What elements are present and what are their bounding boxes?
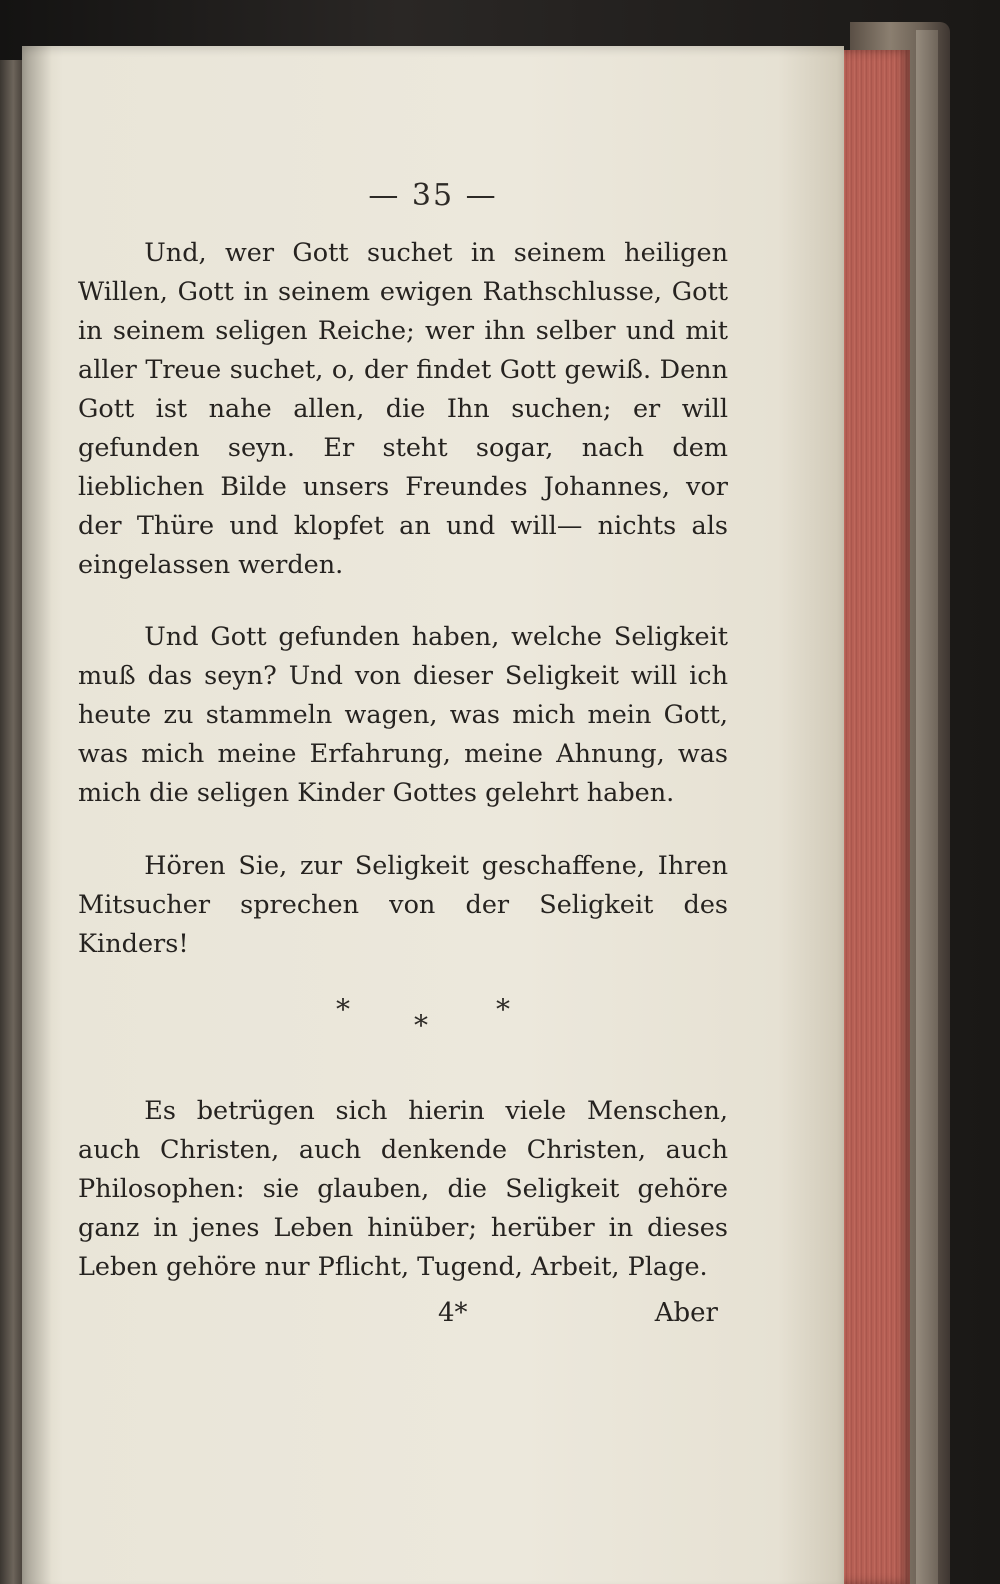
paragraph-4: Es betrügen sich hierin viele Menschen, auch Christen, auch denkende Christen, auch Philosophen: sie glauben, die Seligkeit gehöre ganz in jenes Leben hinüber; herüber in dieses Leben gehöre nur Pflicht, Tugend, Arbeit, Plage. [78,1096,728,1282]
left-page-edge [0,60,22,1584]
paragraph-2: Und Gott gefunden haben, welche Seligkeit muß das seyn? Und von dieser Seligkeit will ich heute zu stammeln wagen, was mich mein Gott, was mich meine Erfahrung, meine Ahnung, was mich die seligen Kinder Gottes gelehrt haben. [78,622,728,808]
asterisk-middle: * [414,1009,428,1042]
paragraph-1: Und, wer Gott suchet in seinem heiligen Willen, Gott in seinem ewigen Rathschlusse, Gott in seinem seligen Reiche; wer ihn selber und mit aller Treue suchet, o, der findet Gott gewiß. Denn Gott ist nahe allen, die Ihn suchen; er will gefunden seyn. Er steht sogar, nach dem lieblichen Bilde unsers Freundes Johannes, vor der Thüre und klopfet an und will— nichts als eingelassen werden. [78,238,728,580]
page-footer [78,1298,728,1338]
signature-mark: 4* [438,1298,468,1328]
section-divider [78,964,728,1092]
asterisk-right: * [496,993,510,1026]
body-text [78,234,728,1287]
paragraph-3: Hören Sie, zur Seligkeit geschaffene, Ihren Mitsucher sprechen von der Seligkeit des Kinders! [78,851,728,959]
red-page-edges [838,50,910,1584]
book-page [22,46,844,1584]
catchword: Aber [654,1298,718,1328]
page-gutter-shadow [22,46,52,1584]
asterisk-left: * [336,993,350,1026]
page-number: — 35 — [368,178,498,213]
